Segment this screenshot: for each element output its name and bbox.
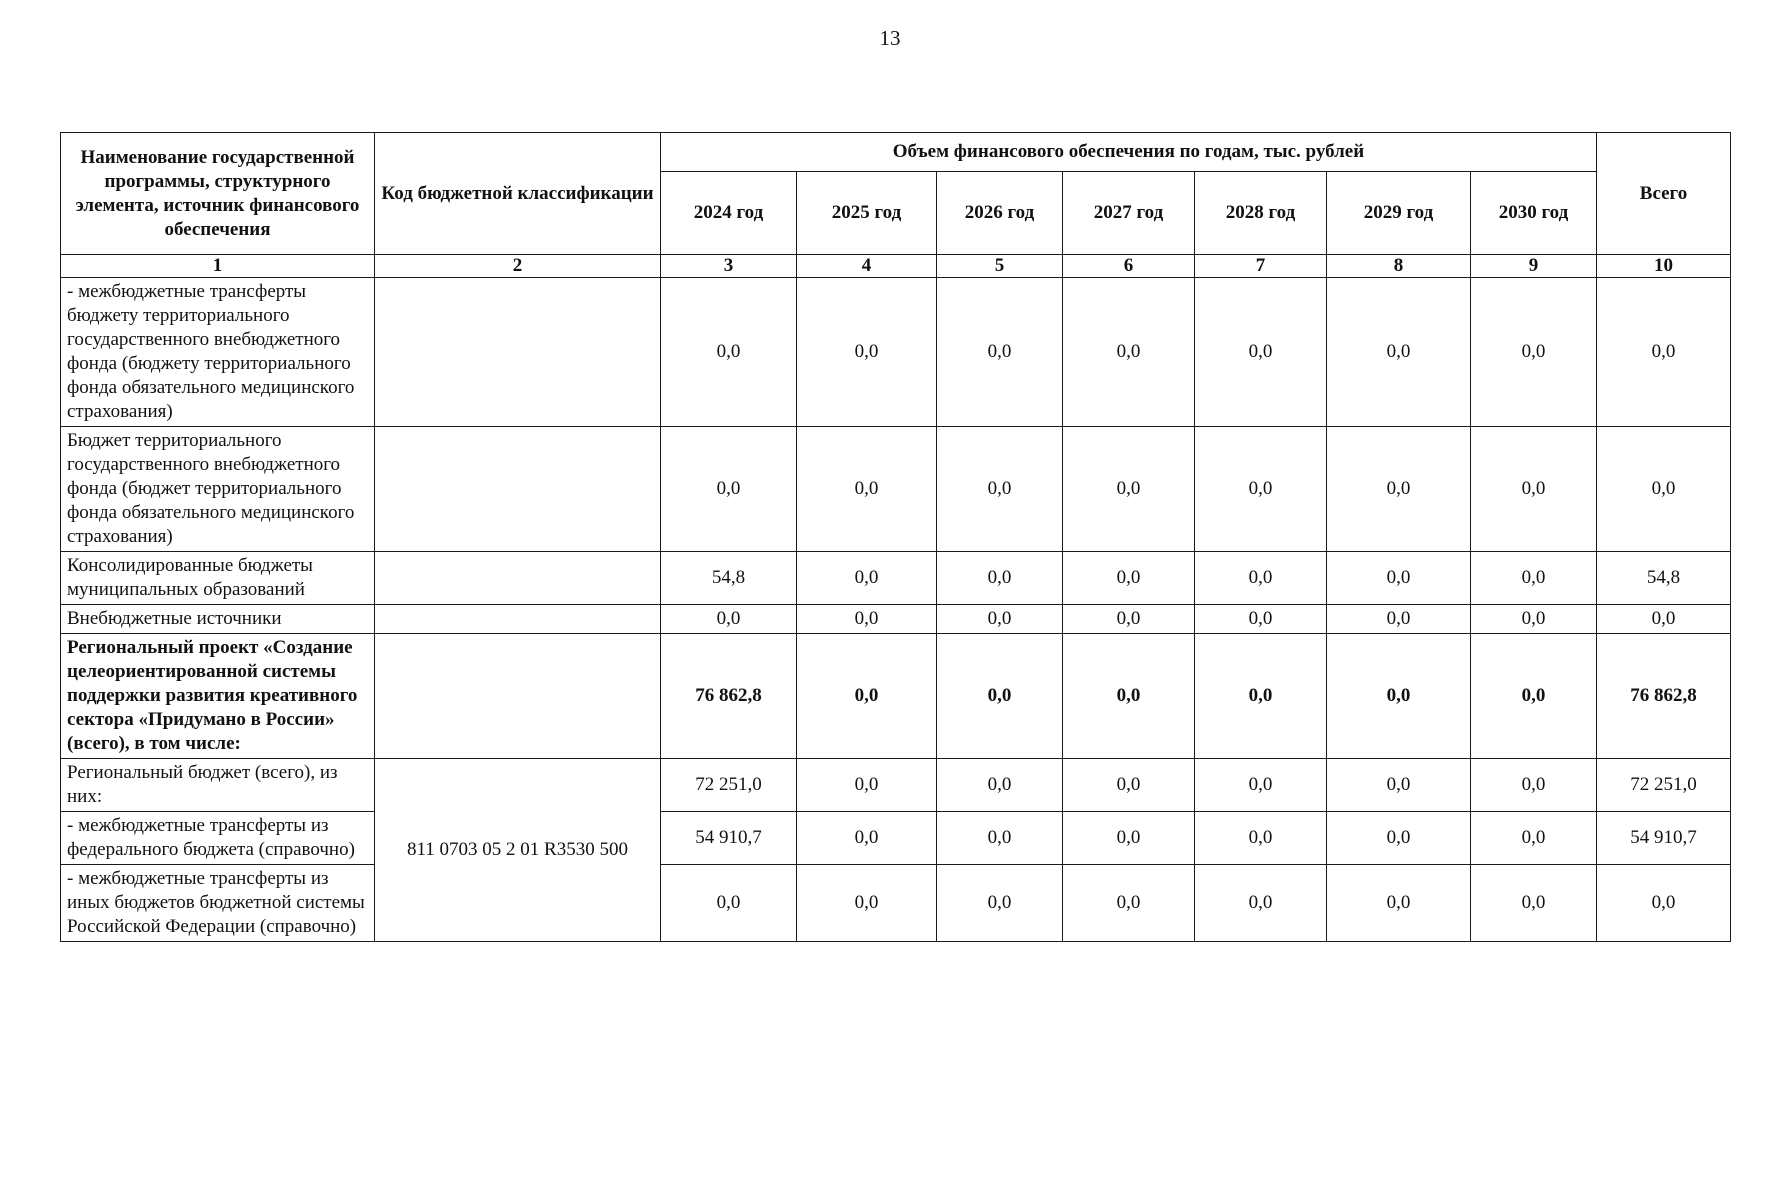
value-cell: 0,0 (1327, 812, 1471, 865)
table-row (61, 278, 1731, 427)
value-cell: 0,0 (1471, 759, 1597, 812)
column-number: 4 (797, 255, 937, 278)
value-cell: 0,0 (937, 278, 1063, 427)
value-cell: 0,0 (661, 605, 797, 634)
total-cell: 0,0 (1597, 278, 1731, 427)
column-numbers-row (61, 255, 1731, 278)
page-number: 13 (879, 26, 901, 50)
column-number: 3 (661, 255, 797, 278)
header-year-2026: 2026 год (937, 172, 1063, 255)
value-cell: 0,0 (1327, 278, 1471, 427)
value-cell: 0,0 (1195, 812, 1327, 865)
row-code (375, 605, 661, 634)
value-cell: 0,0 (937, 605, 1063, 634)
value-cell: 0,0 (1327, 634, 1471, 759)
financing-table (60, 132, 1731, 942)
row-code (375, 634, 661, 759)
column-number: 1 (61, 255, 375, 278)
total-cell: 0,0 (1597, 427, 1731, 552)
value-cell: 0,0 (1327, 759, 1471, 812)
value-cell: 0,0 (937, 634, 1063, 759)
value-cell: 0,0 (1195, 278, 1327, 427)
value-cell: 0,0 (797, 552, 937, 605)
column-number: 5 (937, 255, 1063, 278)
value-cell: 0,0 (1195, 552, 1327, 605)
total-cell: 54,8 (1597, 552, 1731, 605)
value-cell: 0,0 (1471, 812, 1597, 865)
row-name: - межбюджетные трансферты из иных бюджетов бюджетной системы Российской Федерации (справочно) (61, 865, 375, 942)
value-cell: 0,0 (1195, 865, 1327, 942)
value-cell: 0,0 (1063, 605, 1195, 634)
row-code (375, 278, 661, 427)
value-cell: 0,0 (1063, 427, 1195, 552)
header-year-2024: 2024 год (661, 172, 797, 255)
column-number: 6 (1063, 255, 1195, 278)
value-cell: 0,0 (937, 865, 1063, 942)
row-code: 811 0703 05 2 01 R3530 500 (375, 759, 661, 942)
value-cell: 0,0 (661, 278, 797, 427)
table-row (61, 427, 1731, 552)
total-cell: 0,0 (1597, 605, 1731, 634)
total-cell: 54 910,7 (1597, 812, 1731, 865)
column-number: 7 (1195, 255, 1327, 278)
total-cell: 0,0 (1597, 865, 1731, 942)
value-cell: 0,0 (1063, 278, 1195, 427)
header-year-2027: 2027 год (1063, 172, 1195, 255)
row-name: Внебюджетные источники (61, 605, 375, 634)
value-cell: 0,0 (937, 552, 1063, 605)
value-cell: 0,0 (1327, 552, 1471, 605)
row-name: Региональный проект «Создание целеориентированной системы поддержки развития креативного сектора «Придумано в России» (всего), в том числе: (61, 634, 375, 759)
table-row (61, 605, 1731, 634)
row-name: - межбюджетные трансферты бюджету территориального государственного внебюджетного фонда (бюджету территориального фонда обязательного медицинского страхования) (61, 278, 375, 427)
value-cell: 0,0 (1327, 865, 1471, 942)
header-year-2030: 2030 год (1471, 172, 1597, 255)
row-code (375, 552, 661, 605)
value-cell: 0,0 (797, 278, 937, 427)
header-funding-group: Объем финансового обеспечения по годам, тыс. рублей (661, 133, 1597, 172)
value-cell: 54 910,7 (661, 812, 797, 865)
value-cell: 0,0 (1471, 552, 1597, 605)
header-total: Всего (1597, 133, 1731, 255)
value-cell: 0,0 (1471, 427, 1597, 552)
value-cell: 0,0 (1063, 812, 1195, 865)
header-year-2025: 2025 год (797, 172, 937, 255)
total-cell: 72 251,0 (1597, 759, 1731, 812)
value-cell: 0,0 (1471, 278, 1597, 427)
value-cell: 0,0 (1063, 552, 1195, 605)
row-name: Региональный бюджет (всего), из них: (61, 759, 375, 812)
value-cell: 0,0 (937, 812, 1063, 865)
value-cell: 0,0 (797, 812, 937, 865)
value-cell: 0,0 (1063, 759, 1195, 812)
row-code (375, 427, 661, 552)
table-row (61, 759, 1731, 812)
value-cell: 0,0 (797, 634, 937, 759)
column-number: 10 (1597, 255, 1731, 278)
value-cell: 0,0 (1063, 865, 1195, 942)
row-name: Бюджет территориального государственного внебюджетного фонда (бюджет территориального фонда обязательного медицинского страхования) (61, 427, 375, 552)
value-cell: 0,0 (1471, 634, 1597, 759)
value-cell: 0,0 (661, 865, 797, 942)
header-name: Наименование государственной программы, структурного элемента, источник финансового обеспечения (61, 133, 375, 255)
value-cell: 0,0 (937, 427, 1063, 552)
row-name: Консолидированные бюджеты муниципальных образований (61, 552, 375, 605)
table-row (61, 865, 1731, 942)
value-cell: 0,0 (1195, 605, 1327, 634)
value-cell: 54,8 (661, 552, 797, 605)
value-cell: 0,0 (1195, 427, 1327, 552)
header-row (61, 133, 1731, 172)
column-number: 8 (1327, 255, 1471, 278)
value-cell: 0,0 (1471, 605, 1597, 634)
header-year-2028: 2028 год (1195, 172, 1327, 255)
table-row (61, 812, 1731, 865)
value-cell: 0,0 (797, 427, 937, 552)
value-cell: 0,0 (797, 759, 937, 812)
row-name: - межбюджетные трансферты из федерального бюджета (справочно) (61, 812, 375, 865)
value-cell: 0,0 (937, 759, 1063, 812)
value-cell: 72 251,0 (661, 759, 797, 812)
column-number: 2 (375, 255, 661, 278)
value-cell: 0,0 (1063, 634, 1195, 759)
value-cell: 0,0 (797, 605, 937, 634)
total-cell: 76 862,8 (1597, 634, 1731, 759)
value-cell: 0,0 (1195, 634, 1327, 759)
table-row (61, 552, 1731, 605)
value-cell: 0,0 (1327, 605, 1471, 634)
value-cell: 0,0 (797, 865, 937, 942)
value-cell: 76 862,8 (661, 634, 797, 759)
header-code: Код бюджетной классификации (375, 133, 661, 255)
header-year-2029: 2029 год (1327, 172, 1471, 255)
value-cell: 0,0 (1195, 759, 1327, 812)
value-cell: 0,0 (1327, 427, 1471, 552)
value-cell: 0,0 (661, 427, 797, 552)
table-row-project (61, 634, 1731, 759)
column-number: 9 (1471, 255, 1597, 278)
value-cell: 0,0 (1471, 865, 1597, 942)
